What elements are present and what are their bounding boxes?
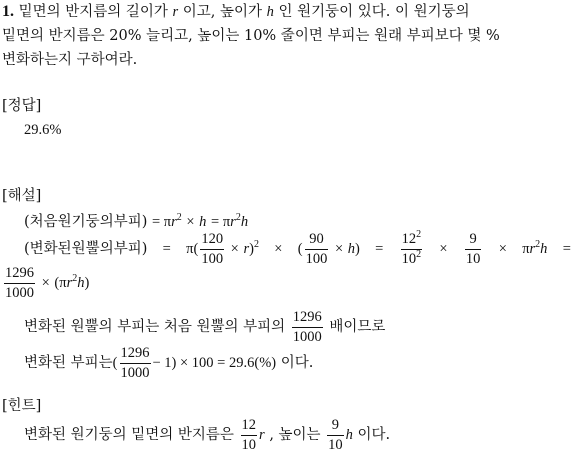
math-variable: r [172,4,179,20]
problem-line-2: 밑면의 반지름은 20% 늘리고, 높이는 10% 줄이면 부피는 원래 부피보다 몇 % [2,28,500,44]
eq1-pi: = π [151,214,172,230]
problem-text-segment: 밑면의 반지름의 길이가 [18,4,173,20]
solution-eq-1 [24,212,248,232]
eq1-exp: 2 [176,212,182,223]
eq1-r: r [171,214,177,230]
hint-heading: [힌트] [2,398,42,414]
hint-fraction-9-10: $\frac{9}{10}$ [328,417,343,453]
problem-number: 1. [2,3,14,20]
problem-line-3: 변화하는지 구하여라. [2,52,138,68]
eq1-r-2: r [230,214,236,230]
hint-fraction-12-10: $\frac{12}{10}$ [241,417,257,453]
problem-line-1-text [19,4,470,20]
eq2-fraction-12sq-10sq: $\frac{12^2}{10^2}$ [401,229,422,267]
answer-value: 29.6% [24,122,62,138]
eq2-lhs: (변화된원뿔의부피) [24,241,148,257]
hint-line: 변화된 원기둥의 밑면의 반지름은 $\frac{12}{10}$ r , 높이는 $\frac{9}{10}$ h 이다. [24,417,391,453]
eq2-fraction-120-100: $\frac{120}{100}$ [201,231,224,267]
solution-eq-3: $\frac{1296}{1000}$ × $(\pi r^2h)$ [5,265,90,301]
line5-fraction-1296-1000: $\frac{1296}{1000}$ [120,345,150,381]
problem-line-1 [2,2,470,22]
answer-heading: [정답] [2,98,42,114]
solution-heading: [해설] [2,188,42,204]
eq1-lhs: (처음원기둥의부피) [24,214,148,230]
eq2-fraction-9-10: $\frac{9}{10}$ [465,231,481,267]
eq2-equals: = [162,241,171,257]
problem-text-segment: 이고, 높이가 [178,4,267,20]
eq3-fraction-1296-1000: $\frac{1296}{1000}$ [5,265,34,301]
solution-line-4: 변화된 원뿔의 부피는 처음 원뿔의 부피의 $\frac{1296}{1000}$ 배이므로 [24,309,386,345]
solution-eq-2: (변화된원뿔의부피) = π( $\frac{120}{100}$ × r)$^2$ × ( $\frac{90}{100}$ × h) = $\frac{12^2}{10^2}$ × $\frac{9}{10}$ × $\pi r^2h$ = [24,229,571,267]
eq1-h-2: h [240,214,249,230]
line4-fraction-1296-1000: $\frac{1296}{1000}$ [292,309,322,345]
problem-text-segment: 인 원기둥이 있다. 이 원기둥의 [273,4,470,20]
eq1-times: × [186,214,195,230]
eq1-exp-2: 2 [235,212,241,223]
eq1-pi-2: = π [211,214,231,230]
eq2-pi-open: π( [186,241,199,257]
math-variable: h [266,4,274,20]
solution-line-5: 변화된 부피는( $\frac{1296}{1000}$ − 1) × 100 = 29.6(%) 이다. [24,345,314,381]
eq1-h: h [199,214,207,230]
eq2-fraction-90-100: $\frac{90}{100}$ [305,231,328,267]
